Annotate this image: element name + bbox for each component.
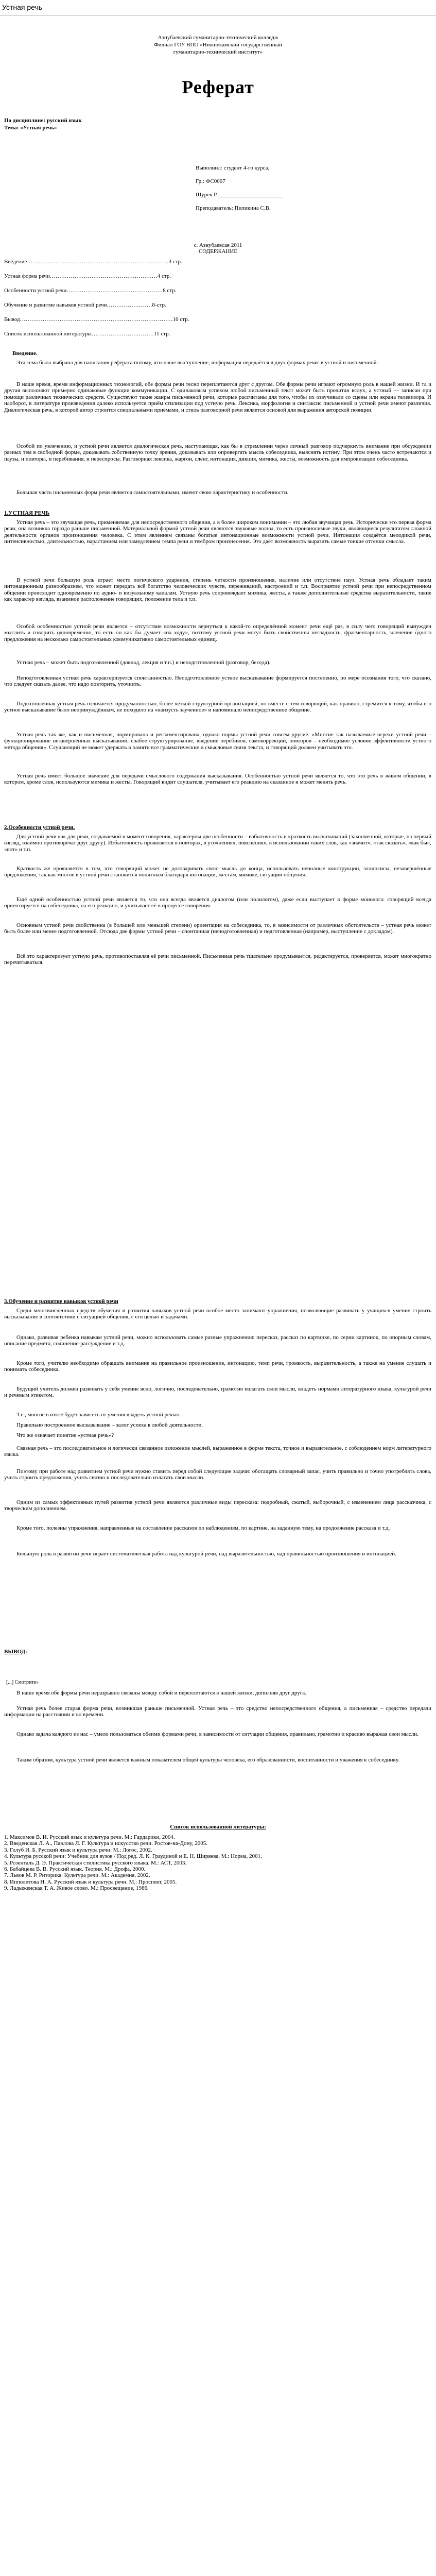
conclusion-note: [...] Смотрите» xyxy=(6,1680,39,1685)
features-paragraph: Для устной речи как для речи, создаваемой в момент говорения, характерны две особенности – избыточность и краткость высказываний (законченной, которые, на первый взгляд, взаимно противоречат друг другу). Избыточность проявляется в повторах, в уточнениях, пояснениях, в использовании таких слов, как «значит», «так сказать», «как бы», «вот» и т.п. xyxy=(4,834,431,853)
literature-item: 8. Ипполитова Н. А. Русский язык и культура речи. М.: Проспект, 2005. xyxy=(4,1878,177,1885)
features-paragraph: Ещё одной особенностью устной речи является то, что она всегда является диалогом (или полилогом), даже если выступает в форме монолога: говорящий всегда ориентируется на собеседника, на его реакцию, и учитывает её в процессе говорения. xyxy=(4,896,431,909)
page-header xyxy=(0,0,436,21)
features-paragraph: Основным устной речи свойственна (в большей или меньшей степени) ориентация на собеседника, то, в зависимости от различных обстоятельств – устная речь может быть более или менее подготовленной. Отсюда две формы устной речи – спонтанная (неподготовленная) и подготовленная (например, выступление с докладом). xyxy=(4,922,431,935)
literature-item: 6. Бабайцева В. В. Русский язык. Теория. М.: Дрофа, 2000. xyxy=(4,1866,146,1873)
features-paragraph: Всё это характеризует устную речь, противопоставляя её речи письменной. Письменная речь тщательно продумывается, редактируется, проверяется, может многократно перечитываться. xyxy=(4,953,431,966)
discipline-value: русский язык xyxy=(46,117,82,124)
title-block xyxy=(0,52,436,98)
oral-paragraph: Устная речь – может быть подготовленной (доклад, лекция и т.п.) и неподготовленной (разговор, беседа). xyxy=(16,659,271,666)
oral-paragraph: Устная речь так же, как и письменная, нормирована и регламентирована, однако нормы устной речи совсем другие. «Многие так называемые огрехи устной речи – функционирование незавершённых высказываний, слабое структурирование, введение перебивов, самокоррекций, повторов – необходимое условие эффективности устного метода общения». Слушающий не может удержать в памяти все грамматические и смысловые связи текста, и говорящий должен учитывать это. xyxy=(4,732,431,751)
intro-paragraph: В наше время, время информационных технологий, обе формы речи тесно переплетаются друг с другом. Обе формы речи играют огромную роль в нашей жизни. И та и другая выполняют примерно одинаковые функции коммуникации. С одинаковым успехом любой письменный текст может быть прочитан вслух, а устный — записан при помощи различных технических средств. Существуют такие жанры письменной речи, которые рассчитаны для того, чтобы их озвучивали со сцены или экрана телевизора. И наоборот, в литературе произведения далеко используется приём стилизации под устную речь. Лексика, морфология и синтаксис письменной и устной речи имеют различия. Диалогическая речь, в которой автор строится специальными приёмами, и стиль разговорной речи является основой для выражения авторской позиции. xyxy=(4,381,431,413)
oral-heading: 1.УСТНАЯ РЕЧЬ xyxy=(4,510,50,516)
intro-paragraph: Большая часть письменных форм речи является самостоятельными, имеют свою характеристику и особенности. xyxy=(16,489,289,496)
toc-item: Введение…………………………………………………………………3 стр. xyxy=(4,259,182,265)
toc-item: Устная форма речи…………………………………………………4 стр. xyxy=(4,273,171,279)
training-paragraph: Большую роль в развитии речи играет систематическая работа над культурой речи, над выразительностью, над правильностью произношения и интонацией. xyxy=(16,1551,396,1557)
literature-heading: Список использованной литературы: xyxy=(170,1824,266,1830)
training-paragraph: Одним из самых эффективных путей развития устной речи являются различные виды пересказа: подробный, сжатый, выборочный, с изменением лица рассказчика, с творческим дополнением. xyxy=(4,1499,431,1512)
author-line-1: Выполнил: студент 4-го курса, xyxy=(196,165,270,171)
oral-paragraph: Неподготовленная устная речь характеризуется спонтанностью. Неподготовленное устное высказывание формируется постепенно, по мере осознания того, что сказано, что следует сказать далее, что надо повторить, уточнить. xyxy=(4,675,431,688)
oral-paragraph: В устной речи большую роль играет место логического ударения, степень четкости произношения, наличие или отсутствие пауз. Устная речь обладает таким интонационным разнообразием, что может передать всё богатство человеческих чувств, переживаний, настроений и т.п. Восприятие устной речи при непосредственном общении происходит одновременно по аудио- и визуальному каналам. Устную речь сопровождает мимика, жесты, а также дополнительные средства выразительности, такие как характер взгляда, взаимное расположение говорящих, положение тела и т.п. xyxy=(4,577,431,603)
page-title: Устная речь xyxy=(2,3,43,11)
institution-line-1: Азнубаевский гуманитарно-технический колледж xyxy=(158,35,278,41)
literature-item: 9. Ладыженская Т. А. Живое слово. М.: Просвещение, 1986. xyxy=(4,1885,149,1892)
training-heading: 3.Обучение и развитие навыков устной речи xyxy=(4,1298,118,1304)
topic-label: Тема: xyxy=(4,125,19,131)
contents-title: СОДЕРЖАНИЕ xyxy=(198,248,238,255)
literature-item: 5. Розенталь Д. Э. Практическая стилистика русского языка. М.: АСТ, 2003. xyxy=(4,1859,187,1866)
doc-title: Реферат xyxy=(182,77,254,97)
author-line-3: Шурек Р._______________________ xyxy=(196,192,283,198)
training-paragraph: Что же означает понятие «устная речь»? xyxy=(16,1432,114,1438)
toc-item: Особенности устной речи……………………………………………8 стр. xyxy=(4,287,177,294)
author-line-4: Преподаватель: Пиликина С.В. xyxy=(196,205,271,211)
literature-item: 2. Введенская Л. А., Павлова Л. Г. Культура и искусство речи. Ростов-на-Дону, 2005. xyxy=(4,1840,208,1847)
author-block xyxy=(196,165,283,218)
literature-list xyxy=(4,1834,431,1892)
author-line-2: Гр.: ФС0007 xyxy=(196,178,225,184)
literature-item: 3. Голуб И. Б. Русский язык и культура речи. М.: Логос, 2002. xyxy=(4,1846,152,1853)
institution-line-2: Филиал ГОУ ВПО «Нижнекамский государственный xyxy=(154,42,282,48)
training-paragraph: Правильно построенное высказывание – залог успеха в любой деятельности. xyxy=(16,1422,203,1428)
oral-paragraph: Устная речь – это звучащая речь, применяемая для непосредственного общения, а в более широком понимании – это любая звучащая речь. Исторически это первая форма речи, она возникла гораздо раньше письменной. Материальной формой устной речи являются звуковые волны, то есть произносимые звуки, являющиеся результатом сложной деятельности органов произношения человека. С этим явлением связаны богатые интонационные возможности устной речи. Интонация создаётся мелодикой речи, интенсивностью, длительностью, нарастанием или замедлением темпа речи и тембром произнесения. Это даёт возможность выразить самые тонкие оттенки смысла. xyxy=(4,519,431,545)
toc-item: Список использованной литературы……………………………11 стр. xyxy=(4,331,170,337)
intro-paragraph: Особой по увлечению, и устной речи является диалогическая речь, наступающая, как бы в стремлении через личный разговор подчеркнуть внимание при обсуждении разных тем в свободной форме, доказывать собственную точку зрения, доказывать или опровергать мысль собеседника, выяснять истину. При этом очень часто встречаются и паузы, и повторы, и перебивания, и переспросы. Разговорная лексика, жаргон, сленг, интонация, дикция, мимика, жесты, возможность для импровизации собеседника. xyxy=(4,443,431,462)
topic-line xyxy=(4,125,57,131)
training-paragraph: Связная речь – это последовательное и логически связанное изложение мыслей, выраженное в форме текста, точное и выразительное, с соблюдением норм литературного языка. xyxy=(4,1445,431,1458)
place-year-block xyxy=(0,242,436,255)
toc-item: Вывод………………………………………………………………………10 стр. xyxy=(4,316,189,323)
toc-item: Обучение и развитие навыков устной речи……………………8-стр. xyxy=(4,302,166,308)
oral-paragraph: Особой особенностью устной речи является – отсутствие возможности вернуться к какой-то определённой момент речи ещё раз, в силу чего говорящий вынужден мыслить и говорить одновременно, то есть он как бы думает «на ходу», поэтому устной речи могут быть свойственны негладкость, фрагментарность, членение одного предложения на несколько самостоятельных коммуникативно самостоятельных единиц. xyxy=(4,623,431,642)
training-paragraph: Кроме того, учителю необходимо обращать внимание на правильное произношение, интонацию, темп речи, громкость, выразительность, а также на умение слушать и понимать собеседника. xyxy=(4,1360,431,1373)
literature-item: 4. Культура русской речи: Учебник для вузов / Под ред. Л. К. Граудиной и Е. Н. Ширяева. М.: Норма, 2001. xyxy=(4,1853,262,1860)
oral-paragraph: Подготовленная устная речь отличается продуманностью, более чёткой структурной организацией, но вместе с тем говорящий, как правило, стремится к тому, чтобы его устное высказывание было непринуждённым, не походило на «наизусть заученное» и напоминало непосредственное общение. xyxy=(4,701,431,714)
conclusion-heading: ВЫВОД: xyxy=(4,1649,27,1655)
training-paragraph: Будущий учитель должен развивать у себя умение ясно, логично, последовательно, грамотно излагать свои мысли, владеть нормами литературного языка, культурой речи и речевым этикетом. xyxy=(4,1386,431,1399)
training-paragraph: Т.е., многое в итоге будет зависеть от умения владеть устной речью. xyxy=(16,1412,181,1418)
intro-heading: Введение. xyxy=(12,350,38,357)
literature-item: 1. Максимов В. И. Русский язык и культура речи. М.: Гардарики, 2004. xyxy=(4,1834,175,1840)
literature-item: 7. Львов М. Р. Риторика. Культура речи. М.: Академия, 2002. xyxy=(4,1872,150,1879)
intro-paragraph: Эта тема была выбрана для написания реферата потому, что-нашe выступление, информация передаётся в двух формах речи: в устной и письменной. xyxy=(16,360,378,366)
training-paragraph: Кроме того, полезны упражнения, направленные на составление рассказов по наблюдениям, по картине, на заданную тему, на продолжение рассказа и т.д. xyxy=(16,1525,390,1531)
conclusion-paragraph: Устная речь более старая форма речи, возникшая раньше письменной. Устная речь – это средство непосредственного общения, а письменная – средство передачи информации на расстоянии и во времени. xyxy=(4,1705,431,1718)
institution-line-3: гуманитарно-технический институт» xyxy=(173,49,263,55)
top-divider xyxy=(0,15,436,16)
conclusion-paragraph: Таким образом, культура устной речи является важным показателем общей культуры человека, его образованности, воспитанности и уважения к собеседнику. xyxy=(16,1757,399,1763)
topic-value: «Устная речь» xyxy=(20,125,57,131)
training-paragraph: Поэтому при работе над развитием устной речи нужно ставить перед собой следующие задачи: обогащать словарный запас, учить правильно и точно употреблять слова, учить строить предложения, учить связно и последовательно излагать свои мысли. xyxy=(4,1468,431,1481)
table-of-contents xyxy=(4,259,189,345)
conclusion-paragraph: Однако задача каждого из нас – умело пользоваться обеими формами речи, в зависимости от ситуации общения, правильно, грамотно и красиво выражая свои мысли. xyxy=(16,1731,418,1737)
features-paragraph: Краткость же проявляется в том, что говорящий может не договаривать свою мысль до конца, использовать неполные конструкции, эллипсисы, незавершённые предложения, так как многое в устной речи становится понятным благодаря интонации, жестам, мимике, ситуации общения. xyxy=(4,866,431,878)
oral-paragraph: Устная речь имеет большое значение для передачи смыслового содержания высказывания. Особенностью устной речи является то, что это речь в живом общении, в котором, кроме слов, используются мимика и жесты. Говорящий видит слушателя, учитывает его реакцию на сказанное и может менять речь. xyxy=(4,773,431,786)
discipline-line xyxy=(4,117,82,124)
discipline-label: По дисциплине: xyxy=(4,117,45,124)
training-paragraph: Среди многочисленных средств обучения и развития навыков устной речи особое место занимают упражнения, позволяющие развивать у учащихся умение строить высказывание в соответствии с ситуацией общения, с его целью и задачами. xyxy=(4,1308,431,1320)
conclusion-paragraph: В наше время обе формы речи неразрывно связаны между собой и переплетаются в нашей жизни, дополняя друг друга. xyxy=(16,1690,306,1696)
features-heading: 2.Особенности устной речи. xyxy=(4,824,75,831)
place-year: с. Азнубаевсав 2011 xyxy=(194,242,242,248)
training-paragraph: Однако, развивая ребенка навыкам устной речи, можно использовать самые разные упражнения: пересказ, рассказ по картинке, по серии картинок, по опорным словам, описание предмета, сочинение-рассуждение и т.д. xyxy=(4,1334,431,1347)
